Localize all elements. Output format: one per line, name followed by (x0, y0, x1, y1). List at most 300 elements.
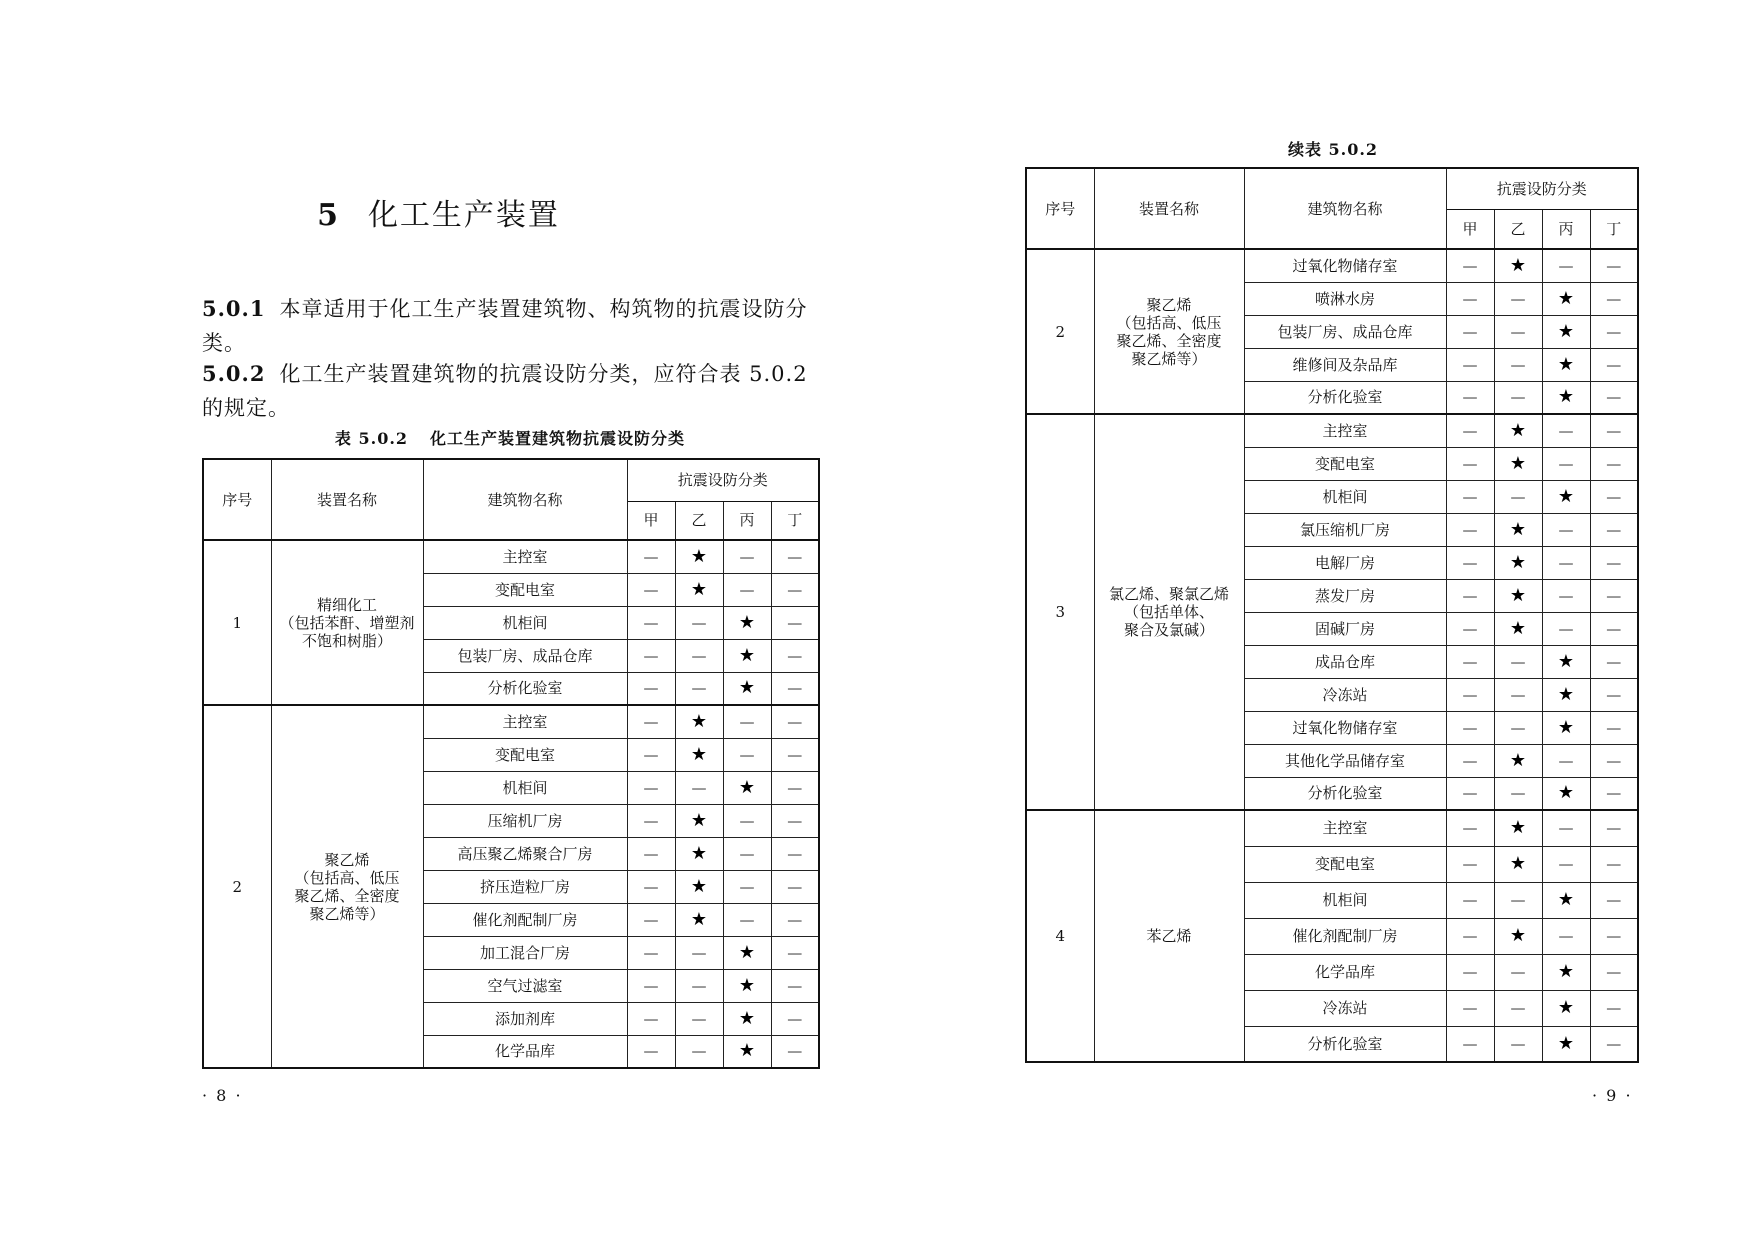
class-ding-cell (1590, 810, 1638, 846)
dash-mark: — (1462, 454, 1478, 473)
class-ding-cell (1590, 579, 1638, 612)
header-category: 抗震设防分类 (1446, 168, 1638, 209)
star-icon: ★ (690, 743, 708, 765)
dash-mark: — (643, 1009, 659, 1028)
class-bing-cell (723, 804, 771, 837)
star-icon: ★ (738, 941, 756, 963)
star-icon: ★ (690, 875, 708, 897)
chapter-heading: 化工生产装置 (367, 198, 560, 233)
building-name-cell: 电解厂房 (1244, 546, 1446, 579)
class-jia-cell (627, 705, 675, 738)
dash-mark: — (1462, 718, 1478, 737)
unit-name-line: 聚乙烯、全密度 (1116, 331, 1222, 350)
header-category: 抗震设防分类 (627, 459, 819, 501)
star-icon: ★ (1509, 452, 1527, 474)
class-ding-cell (1590, 249, 1638, 282)
class-yi-cell (675, 672, 723, 705)
star-icon: ★ (738, 776, 756, 798)
class-jia-cell (627, 1035, 675, 1068)
dash-mark: — (1510, 289, 1526, 308)
class-yi-cell (1494, 447, 1542, 480)
class-jia-cell (1446, 249, 1494, 282)
class-ding-cell (771, 705, 819, 738)
dash-mark: — (1510, 718, 1526, 737)
class-bing-cell (723, 1035, 771, 1068)
dash-mark: — (1606, 487, 1622, 506)
clause-text: 化工生产装置建筑物的抗震设防分类，应符合表 5.0.2 的规定。 (202, 362, 808, 420)
dash-mark: — (1462, 289, 1478, 308)
dash-mark: — (1606, 784, 1622, 803)
class-yi-cell (1494, 282, 1542, 315)
class-ding-cell (1590, 678, 1638, 711)
dash-mark: — (787, 877, 803, 896)
dash-mark: — (1462, 891, 1478, 909)
dash-mark: — (739, 877, 755, 896)
clause-5-0-2 (202, 357, 822, 425)
unit-name-cell (1094, 810, 1244, 1062)
class-ding-cell (1590, 414, 1638, 447)
dash-mark: — (1558, 927, 1574, 945)
building-name-cell: 变配电室 (423, 738, 627, 771)
star-icon: ★ (1509, 254, 1527, 276)
class-yi-cell (1494, 546, 1542, 579)
unit-name-cell (271, 540, 423, 705)
class-bing-cell (1542, 381, 1590, 414)
dash-mark: — (739, 910, 755, 929)
class-bing-cell (1542, 282, 1590, 315)
star-icon: ★ (1509, 749, 1527, 771)
building-name-cell: 分析化验室 (1244, 381, 1446, 414)
class-yi-cell (675, 573, 723, 606)
dash-mark: — (643, 811, 659, 830)
chapter-title (0, 190, 877, 234)
class-jia-cell (627, 903, 675, 936)
unit-name-line: 氯乙烯、聚氯乙烯 (1108, 585, 1229, 603)
star-icon: ★ (690, 545, 708, 567)
dash-mark: — (1462, 963, 1478, 981)
header-class-jia: 甲 (1446, 209, 1494, 249)
class-jia-cell (1446, 678, 1494, 711)
dash-mark: — (1462, 652, 1478, 671)
class-bing-cell (1542, 918, 1590, 954)
class-bing-cell (1542, 447, 1590, 480)
class-jia-cell (1446, 990, 1494, 1026)
building-name-cell: 固碱厂房 (1244, 612, 1446, 645)
class-jia-cell (627, 804, 675, 837)
dash-mark: — (643, 613, 659, 632)
class-ding-cell (1590, 348, 1638, 381)
class-jia-cell (1446, 918, 1494, 954)
dash-mark: — (643, 844, 659, 863)
building-name-cell: 过氧化物储存室 (1244, 249, 1446, 282)
dash-mark: — (691, 646, 707, 665)
seq-cell: 4 (1026, 810, 1094, 1062)
class-ding-cell (1590, 546, 1638, 579)
class-jia-cell (627, 837, 675, 870)
class-ding-cell (771, 540, 819, 573)
class-ding-cell (771, 903, 819, 936)
dash-mark: — (1462, 487, 1478, 506)
dash-mark: — (1606, 619, 1622, 638)
class-jia-cell (1446, 744, 1494, 777)
class-yi-cell (1494, 612, 1542, 645)
class-bing-cell (1542, 711, 1590, 744)
building-name-cell: 冷冻站 (1244, 990, 1446, 1026)
class-ding-cell (1590, 447, 1638, 480)
building-name-cell: 过氧化物储存室 (1244, 711, 1446, 744)
dash-mark: — (1558, 586, 1574, 605)
page-number: · 8 · (202, 1086, 243, 1105)
building-name-cell: 主控室 (1244, 414, 1446, 447)
class-ding-cell (771, 837, 819, 870)
dash-mark: — (691, 1042, 707, 1061)
dash-mark: — (691, 1009, 707, 1028)
dash-mark: — (1510, 999, 1526, 1017)
building-name-cell: 机柜间 (423, 606, 627, 639)
dash-mark: — (1462, 751, 1478, 770)
unit-name-line: 苯乙烯 (1146, 927, 1192, 945)
building-name-cell: 加工混合厂房 (423, 936, 627, 969)
unit-name-line: 精细化工 (316, 595, 377, 614)
building-name-cell: 包装厂房、成品仓库 (1244, 315, 1446, 348)
star-icon: ★ (738, 1040, 756, 1062)
building-name-cell: 挤压造粒厂房 (423, 870, 627, 903)
class-jia-cell (1446, 414, 1494, 447)
class-ding-cell (771, 606, 819, 639)
star-icon: ★ (1509, 584, 1527, 606)
header-class-yi: 乙 (1494, 209, 1542, 249)
class-ding-cell (1590, 954, 1638, 990)
dash-mark: — (739, 811, 755, 830)
dash-mark: — (1606, 685, 1622, 704)
class-jia-cell (1446, 645, 1494, 678)
unit-name-line: 聚乙烯 (324, 850, 370, 869)
building-name-cell: 分析化验室 (1244, 777, 1446, 810)
class-bing-cell (723, 573, 771, 606)
dash-mark: — (787, 811, 803, 830)
class-yi-cell (1494, 678, 1542, 711)
clause-number: 5.0.1 (202, 296, 266, 321)
dash-mark: — (1510, 963, 1526, 981)
class-yi-cell (1494, 645, 1542, 678)
chapter-number: 5 (317, 198, 340, 233)
star-icon: ★ (1557, 1032, 1575, 1054)
class-ding-cell (771, 573, 819, 606)
header-unit: 装置名称 (271, 459, 423, 540)
class-bing-cell (1542, 414, 1590, 447)
header-seq: 序号 (203, 459, 271, 540)
star-icon: ★ (1557, 650, 1575, 672)
dash-mark: — (1606, 421, 1622, 440)
class-ding-cell (1590, 918, 1638, 954)
unit-name-line: 聚乙烯 (1146, 295, 1192, 314)
table-row (1026, 414, 1638, 447)
dash-mark: — (1462, 520, 1478, 539)
class-yi-cell (1494, 810, 1542, 846)
seq-cell: 2 (1026, 249, 1094, 414)
dash-mark: — (1606, 819, 1622, 838)
class-bing-cell (723, 705, 771, 738)
dash-mark: — (643, 580, 659, 599)
dash-mark: — (1558, 520, 1574, 539)
class-yi-cell (1494, 990, 1542, 1026)
dash-mark: — (787, 547, 803, 566)
dash-mark: — (643, 745, 659, 764)
unit-name-line: （包括高、低压 (294, 868, 400, 887)
star-icon: ★ (1557, 353, 1575, 375)
dash-mark: — (1558, 855, 1574, 873)
dash-mark: — (1510, 652, 1526, 671)
class-bing-cell (723, 1002, 771, 1035)
class-yi-cell (1494, 414, 1542, 447)
class-bing-cell (723, 672, 771, 705)
class-ding-cell (1590, 381, 1638, 414)
dash-mark: — (1606, 289, 1622, 308)
dash-mark: — (739, 580, 755, 599)
dash-mark: — (643, 910, 659, 929)
star-icon: ★ (1509, 617, 1527, 639)
dash-mark: — (643, 646, 659, 665)
class-bing-cell (723, 771, 771, 804)
dash-mark: — (1606, 355, 1622, 374)
class-ding-cell (771, 870, 819, 903)
building-name-cell: 化学品库 (423, 1035, 627, 1068)
star-icon: ★ (1557, 961, 1575, 983)
class-bing-cell (723, 639, 771, 672)
header-class-ding: 丁 (771, 501, 819, 540)
dash-mark: — (1462, 586, 1478, 605)
class-jia-cell (1446, 315, 1494, 348)
class-ding-cell (771, 804, 819, 837)
star-icon: ★ (690, 809, 708, 831)
clause-number: 5.0.2 (202, 361, 266, 386)
class-ding-cell (771, 771, 819, 804)
class-ding-cell (1590, 480, 1638, 513)
class-jia-cell (1446, 846, 1494, 882)
building-name-cell: 压缩机厂房 (423, 804, 627, 837)
star-icon: ★ (1557, 889, 1575, 911)
class-bing-cell (723, 738, 771, 771)
dash-mark: — (787, 646, 803, 665)
dash-mark: — (1606, 963, 1622, 981)
dash-mark: — (1462, 421, 1478, 440)
dash-mark: — (1462, 1034, 1478, 1053)
dash-mark: — (1462, 388, 1478, 407)
building-name-cell: 化学品库 (1244, 954, 1446, 990)
unit-name-line: 聚乙烯等） (309, 904, 385, 923)
class-bing-cell (1542, 546, 1590, 579)
star-icon: ★ (1557, 716, 1575, 738)
dash-mark: — (1462, 322, 1478, 341)
class-bing-cell (723, 936, 771, 969)
class-bing-cell (723, 540, 771, 573)
class-yi-cell (675, 804, 723, 837)
building-name-cell: 变配电室 (1244, 447, 1446, 480)
class-jia-cell (1446, 711, 1494, 744)
seismic-classification-table (202, 458, 820, 1069)
dash-mark: — (643, 679, 659, 698)
class-ding-cell (771, 936, 819, 969)
star-icon: ★ (738, 644, 756, 666)
class-jia-cell (1446, 480, 1494, 513)
dash-mark: — (787, 943, 803, 962)
class-jia-cell (1446, 612, 1494, 645)
class-yi-cell (675, 903, 723, 936)
class-jia-cell (1446, 348, 1494, 381)
header-class-bing: 丙 (1542, 209, 1590, 249)
table-title: 化工生产装置建筑物抗震设防分类 (430, 429, 686, 448)
class-yi-cell (675, 837, 723, 870)
class-bing-cell (1542, 678, 1590, 711)
class-ding-cell (1590, 513, 1638, 546)
class-ding-cell (771, 738, 819, 771)
building-name-cell: 主控室 (423, 705, 627, 738)
dash-mark: — (1462, 553, 1478, 572)
dash-mark: — (1558, 751, 1574, 770)
dash-mark: — (787, 745, 803, 764)
dash-mark: — (643, 547, 659, 566)
dash-mark: — (691, 778, 707, 797)
class-yi-cell (1494, 480, 1542, 513)
table-caption (202, 426, 818, 449)
class-yi-cell (675, 870, 723, 903)
dash-mark: — (1606, 891, 1622, 909)
dash-mark: — (1558, 256, 1574, 275)
class-yi-cell (675, 969, 723, 1002)
building-name-cell: 分析化验室 (1244, 1026, 1446, 1062)
building-name-cell: 添加剂库 (423, 1002, 627, 1035)
class-jia-cell (1446, 882, 1494, 918)
building-name-cell: 机柜间 (1244, 882, 1446, 918)
class-ding-cell (771, 1035, 819, 1068)
dash-mark: — (643, 778, 659, 797)
header-seq: 序号 (1026, 168, 1094, 249)
building-name-cell: 高压聚乙烯聚合厂房 (423, 837, 627, 870)
star-icon: ★ (1509, 925, 1527, 947)
table-row (203, 705, 819, 738)
left-page (0, 0, 877, 1241)
class-yi-cell (675, 639, 723, 672)
class-jia-cell (627, 606, 675, 639)
dash-mark: — (1558, 819, 1574, 838)
dash-mark: — (1558, 619, 1574, 638)
dash-mark: — (1510, 322, 1526, 341)
star-icon: ★ (1557, 386, 1575, 408)
class-yi-cell (675, 540, 723, 573)
class-jia-cell (627, 1002, 675, 1035)
clause-5-0-1 (202, 292, 822, 360)
class-bing-cell (1542, 645, 1590, 678)
class-bing-cell (723, 606, 771, 639)
class-jia-cell (1446, 810, 1494, 846)
class-ding-cell (771, 969, 819, 1002)
header-class-jia: 甲 (627, 501, 675, 540)
dash-mark: — (787, 778, 803, 797)
seq-cell: 1 (203, 540, 271, 705)
class-jia-cell (1446, 546, 1494, 579)
class-yi-cell (675, 606, 723, 639)
building-name-cell: 机柜间 (423, 771, 627, 804)
dash-mark: — (643, 1042, 659, 1061)
header-class-yi: 乙 (675, 501, 723, 540)
class-yi-cell (675, 1035, 723, 1068)
class-bing-cell (723, 837, 771, 870)
table-number: 续表 5.0.2 (1287, 140, 1379, 159)
class-yi-cell (675, 738, 723, 771)
building-name-cell: 空气过滤室 (423, 969, 627, 1002)
class-bing-cell (1542, 480, 1590, 513)
dash-mark: — (1558, 421, 1574, 440)
dash-mark: — (787, 580, 803, 599)
dash-mark: — (643, 712, 659, 731)
class-ding-cell (1590, 990, 1638, 1026)
class-jia-cell (1446, 954, 1494, 990)
unit-name-cell (1094, 414, 1244, 810)
dash-mark: — (1510, 388, 1526, 407)
continued-table-caption (1025, 137, 1641, 160)
dash-mark: — (1510, 685, 1526, 704)
dash-mark: — (1606, 322, 1622, 341)
class-jia-cell (627, 969, 675, 1002)
class-jia-cell (627, 936, 675, 969)
seismic-classification-table-continued (1025, 167, 1639, 1063)
header-building: 建筑物名称 (1244, 168, 1446, 249)
class-bing-cell (723, 969, 771, 1002)
table-body (1026, 249, 1638, 1062)
class-yi-cell (675, 771, 723, 804)
dash-mark: — (643, 976, 659, 995)
class-bing-cell (723, 903, 771, 936)
dash-mark: — (739, 844, 755, 863)
class-yi-cell (1494, 315, 1542, 348)
class-jia-cell (1446, 381, 1494, 414)
dash-mark: — (1606, 256, 1622, 275)
star-icon: ★ (738, 974, 756, 996)
star-icon: ★ (690, 578, 708, 600)
header-unit: 装置名称 (1094, 168, 1244, 249)
class-yi-cell (1494, 954, 1542, 990)
table-number: 表 5.0.2 (334, 429, 409, 448)
class-ding-cell (1590, 282, 1638, 315)
seq-cell: 3 (1026, 414, 1094, 810)
dash-mark: — (787, 613, 803, 632)
dash-mark: — (1606, 553, 1622, 572)
class-ding-cell (1590, 645, 1638, 678)
class-bing-cell (1542, 315, 1590, 348)
class-jia-cell (1446, 579, 1494, 612)
dash-mark: — (1606, 388, 1622, 407)
dash-mark: — (787, 1042, 803, 1061)
class-bing-cell (1542, 954, 1590, 990)
building-name-cell: 机柜间 (1244, 480, 1446, 513)
dash-mark: — (1510, 355, 1526, 374)
class-jia-cell (1446, 282, 1494, 315)
building-name-cell: 变配电室 (423, 573, 627, 606)
star-icon: ★ (1509, 551, 1527, 573)
class-jia-cell (627, 573, 675, 606)
class-yi-cell (1494, 882, 1542, 918)
unit-name-cell (1094, 249, 1244, 414)
dash-mark: — (1510, 487, 1526, 506)
dash-mark: — (1606, 927, 1622, 945)
star-icon: ★ (738, 611, 756, 633)
star-icon: ★ (1557, 485, 1575, 507)
class-bing-cell (1542, 990, 1590, 1026)
dash-mark: — (1606, 520, 1622, 539)
star-icon: ★ (690, 842, 708, 864)
page-number: · 9 · (1592, 1086, 1633, 1105)
building-name-cell: 包装厂房、成品仓库 (423, 639, 627, 672)
